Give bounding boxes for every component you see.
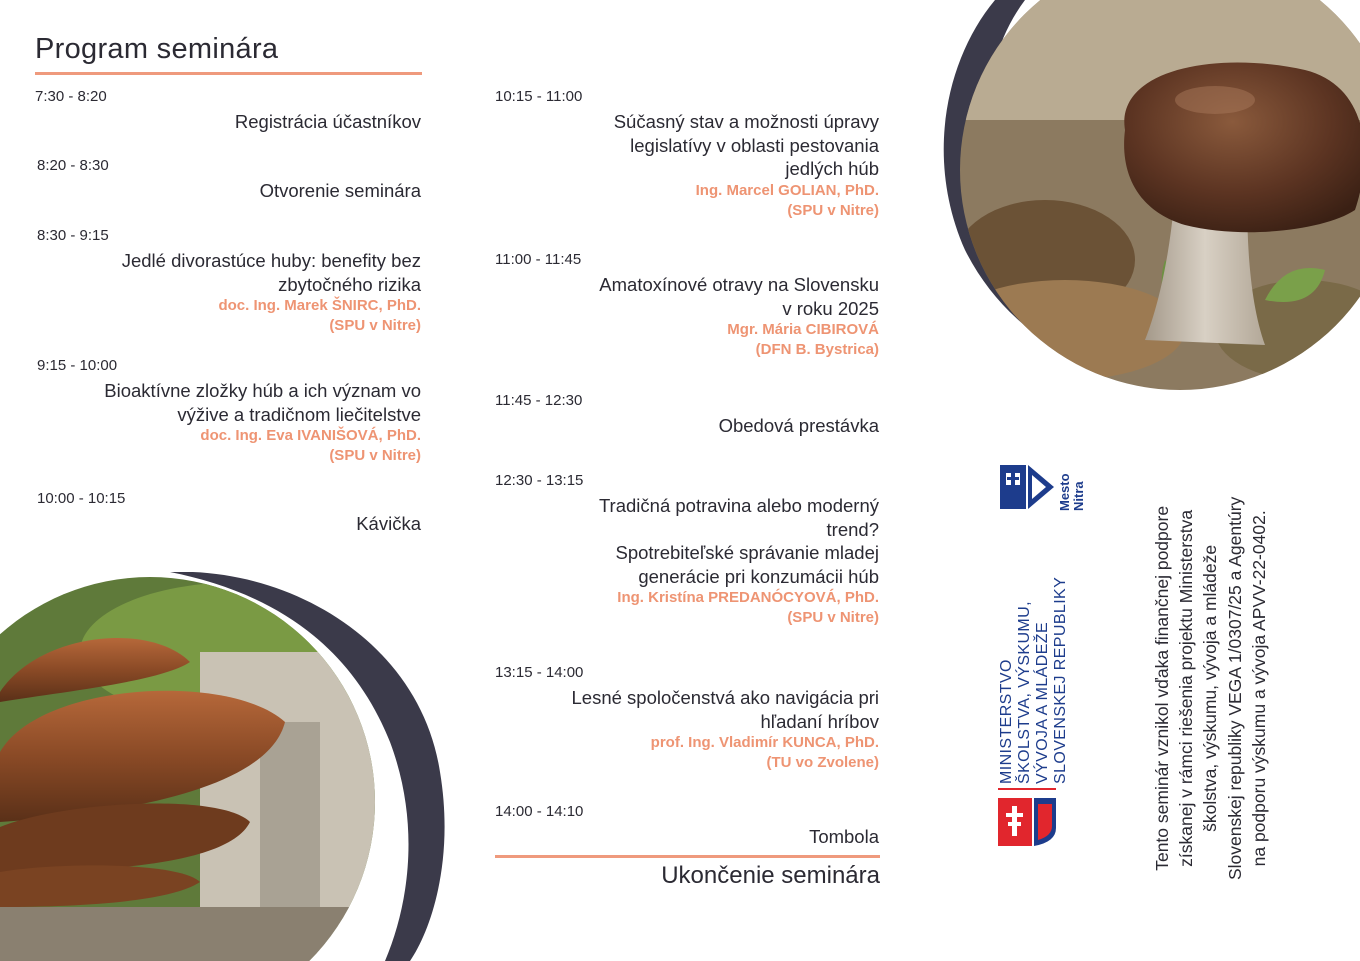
porcini-photo — [925, 0, 1360, 390]
schedule-item — [37, 357, 421, 466]
time-slot: 8:30 - 9:15 — [37, 227, 109, 244]
talk-title: Bioaktívne zložky húb a ich význam vo výžive a tradičnom liečitelstve — [104, 380, 421, 425]
schedule-item — [495, 392, 879, 438]
speaker-institution: (SPU v Nitre) — [329, 447, 421, 464]
closing-title: Ukončenie seminára — [661, 862, 880, 889]
talk-title: Amatoxínové otravy na Slovensku v roku 2025 — [599, 274, 879, 319]
schedule-item — [495, 664, 879, 773]
closing-rule — [495, 855, 880, 858]
nitra-emblem-icon — [998, 463, 1056, 511]
bracket-fungus-photo — [0, 572, 450, 961]
schedule-item — [495, 803, 879, 849]
time-slot: 8:20 - 8:30 — [37, 157, 109, 174]
ministry-name: MINISTERSTVO ŠKOLSTVA, VÝSKUMU, VÝVOJA A MLÁDEŽE SLOVENSKEJ REPUBLIKY — [998, 576, 1069, 784]
time-slot: 13:15 - 14:00 — [495, 664, 584, 681]
talk-title: Otvorenie seminára — [259, 180, 421, 201]
speaker-institution: (TU vo Zvolene) — [766, 754, 879, 771]
talk-title: Registrácia účastníkov — [234, 111, 421, 132]
speaker-name: doc. Ing. Marek ŠNIRC, PhD. — [218, 297, 421, 314]
time-slot: 11:00 - 11:45 — [495, 251, 582, 268]
time-slot: 14:00 - 14:10 — [495, 803, 584, 820]
speaker-institution: (SPU v Nitre) — [787, 609, 879, 626]
slovak-coat-of-arms-icon — [998, 798, 1056, 846]
page-title: Program seminára — [35, 33, 279, 65]
title-underline — [35, 72, 422, 75]
speaker-name: Ing. Kristína PREDANÓCYOVÁ, PhD. — [617, 589, 879, 606]
time-slot: 9:15 - 10:00 — [37, 357, 118, 374]
city-name: Mesto Nitra — [1057, 473, 1086, 511]
talk-title: Kávička — [356, 513, 421, 534]
city-nitra-logo — [998, 463, 1086, 513]
schedule-item — [37, 490, 421, 536]
talk-title: Obedová prestávka — [718, 415, 879, 436]
speaker-name: prof. Ing. Vladimír KUNCA, PhD. — [650, 734, 879, 751]
speaker-institution: (SPU v Nitre) — [329, 317, 421, 334]
schedule-item — [35, 88, 421, 134]
schedule-item — [37, 157, 421, 203]
speaker-institution: (SPU v Nitre) — [787, 201, 879, 219]
schedule-item — [495, 472, 879, 628]
time-slot: 10:00 - 10:15 — [37, 490, 126, 507]
speaker-name: Mgr. Mária CIBIROVÁ — [727, 321, 879, 338]
talk-title: Tradičná potravina alebo moderný trend? Spotrebiteľské správanie mladej generácie pri konzumácii húb — [598, 495, 879, 587]
speaker-name: Ing. Marcel GOLIAN, PhD. — [695, 181, 879, 199]
speaker-name: doc. Ing. Eva IVANIŠOVÁ, PhD. — [200, 427, 421, 444]
talk-title: Tombola — [809, 826, 879, 847]
ministry-logo — [998, 562, 1088, 848]
talk-title: Súčasný stav a možnosti úpravy legislatívy v oblasti pestovania jedlých húb — [613, 111, 879, 179]
ministry-separator — [998, 788, 1056, 790]
time-slot: 11:45 - 12:30 — [495, 392, 583, 409]
speaker-institution: (DFN B. Bystrica) — [755, 341, 879, 358]
schedule-item — [495, 251, 879, 360]
talk-title: Jedlé divorastúce huby: benefity bez zbytočného rizika — [121, 250, 421, 295]
schedule-item — [495, 88, 879, 221]
time-slot: 12:30 - 13:15 — [495, 472, 584, 489]
talk-title: Lesné spoločenstvá ako navigácia pri hľadaní hríbov — [571, 687, 879, 732]
funding-note: Tento seminár vznikol vďaka finančnej podpore získanej v rámci riešenia projektu Ministerstva školstva, výskumu, vývoja a mládeže Slovenskej republiky VEGA 1/0307/25 a Agentúry na podporu výskumu a vývoja APVV-22-0402. — [1152, 496, 1269, 880]
schedule-item — [37, 227, 421, 336]
time-slot: 10:15 - 11:00 — [495, 88, 583, 105]
time-slot: 7:30 - 8:20 — [35, 88, 107, 105]
